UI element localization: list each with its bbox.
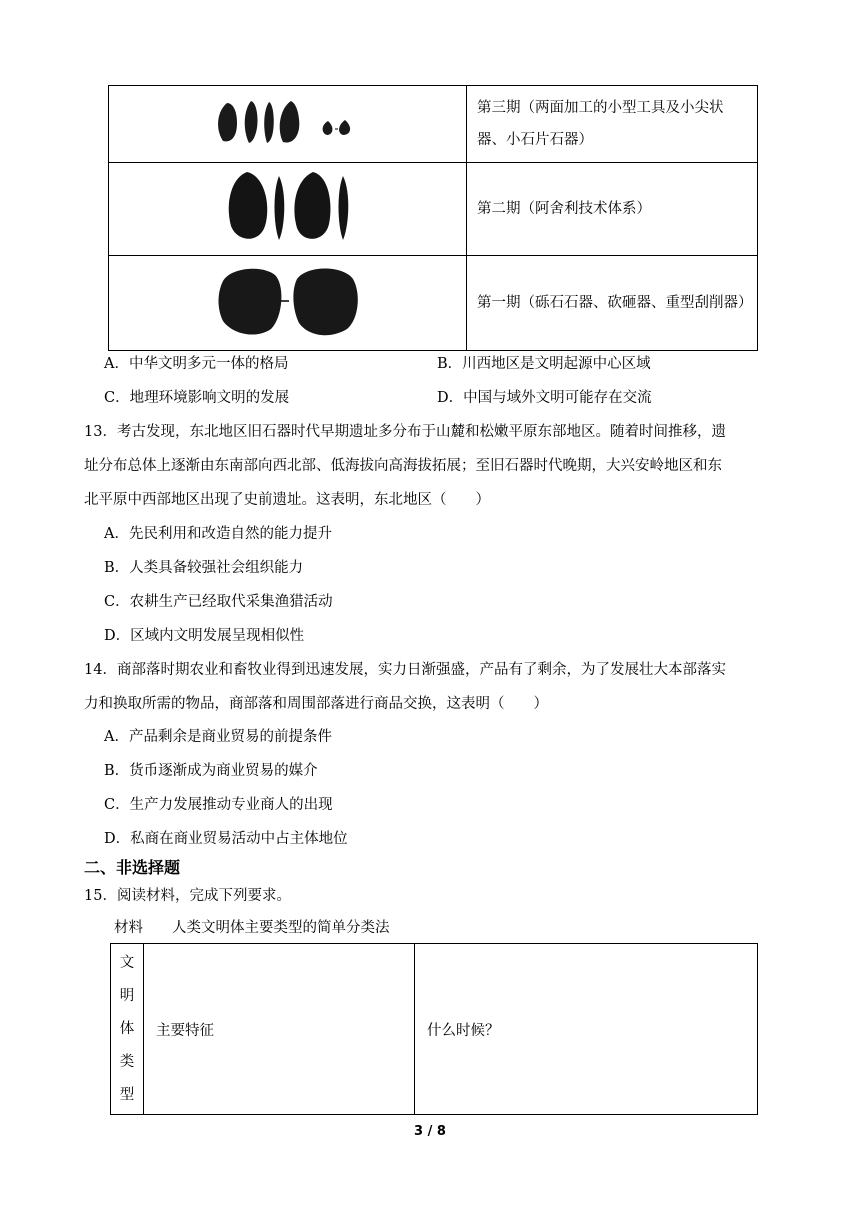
when-header: 什么时候？: [415, 944, 758, 1115]
tools-row-phase2: [109, 163, 758, 256]
civ-type-header-cell: [111, 944, 144, 1115]
q14-option-c: C．生产力发展推动专业商人的出现: [104, 797, 333, 813]
q15-material-caption: 材料 人类文明体主要类型的简单分类法: [114, 920, 390, 936]
civilization-types-table: [110, 943, 758, 1115]
civ-type-char: 型: [119, 1086, 135, 1103]
q14-option-b: B．货币逐渐成为商业贸易的媒介: [104, 763, 318, 779]
small-stone-tools-image: [109, 86, 467, 163]
q12-option-d: D．中国与域外文明可能存在交流: [437, 390, 652, 406]
pebble-tools-image: [109, 256, 467, 351]
tools-row-phase1: [109, 256, 758, 351]
q14-stem-line1: 14．商部落时期农业和畜牧业得到迅速发展，实力日渐强盛，产品有了剩余，为了发展壮大本部落实: [84, 662, 726, 678]
section-title: 二、非选择题: [84, 858, 181, 877]
q14-option-d: D．私商在商业贸易活动中占主体地位: [104, 831, 348, 847]
tools-row-label: 第二期（阿舍利技术体系）: [467, 163, 758, 256]
q12-option-a: A．中华文明多元一体的格局: [104, 356, 289, 372]
acheulean-tools-image: [109, 163, 467, 256]
civ-type-char: 类: [119, 1053, 135, 1070]
tools-row-label: 第三期（两面加工的小型工具及小尖状器、小石片石器）: [467, 86, 758, 163]
civ-type-char: 明: [119, 987, 135, 1004]
civ-type-char: 文: [119, 954, 135, 971]
main-features-header: 主要特征: [144, 944, 415, 1115]
q14-stem-line2: 力和换取所需的物品，商部落和周围部落进行商品交换，这表明（ ）: [84, 696, 548, 712]
q14-option-a: A．产品剩余是商业贸易的前提条件: [104, 729, 332, 745]
stone-tools-table: [108, 85, 758, 351]
page-number: 3 / 8: [414, 1124, 446, 1139]
tools-row-phase3: [109, 86, 758, 163]
q13-stem-line1: 13．考古发现，东北地区旧石器时代早期遗址多分布于山麓和松嫩平原东部地区。随着时间推移，遗: [84, 424, 726, 440]
civ-type-char: 体: [119, 1020, 135, 1037]
q13-option-b: B．人类具备较强社会组织能力: [104, 560, 304, 576]
tools-row-label: 第一期（砾石石器、砍砸器、重型刮削器）: [467, 256, 758, 351]
q13-option-d: D．区域内文明发展呈现相似性: [104, 628, 305, 644]
q13-option-a: A．先民利用和改造自然的能力提升: [104, 526, 332, 542]
q13-option-c: C．农耕生产已经取代采集渔猎活动: [104, 594, 333, 610]
q12-option-c: C．地理环境影响文明的发展: [104, 390, 290, 406]
q15-stem: 15．阅读材料，完成下列要求。: [84, 888, 291, 904]
q12-option-b: B．川西地区是文明起源中心区域: [437, 356, 651, 372]
q13-stem-line2: 址分布总体上逐渐由东南部向西北部、低海拔向高海拔拓展；至旧石器时代晚期，大兴安岭地区和东: [84, 458, 722, 474]
q13-stem-line3: 北平原中西部地区出现了史前遗址。这表明，东北地区（ ）: [84, 492, 490, 508]
